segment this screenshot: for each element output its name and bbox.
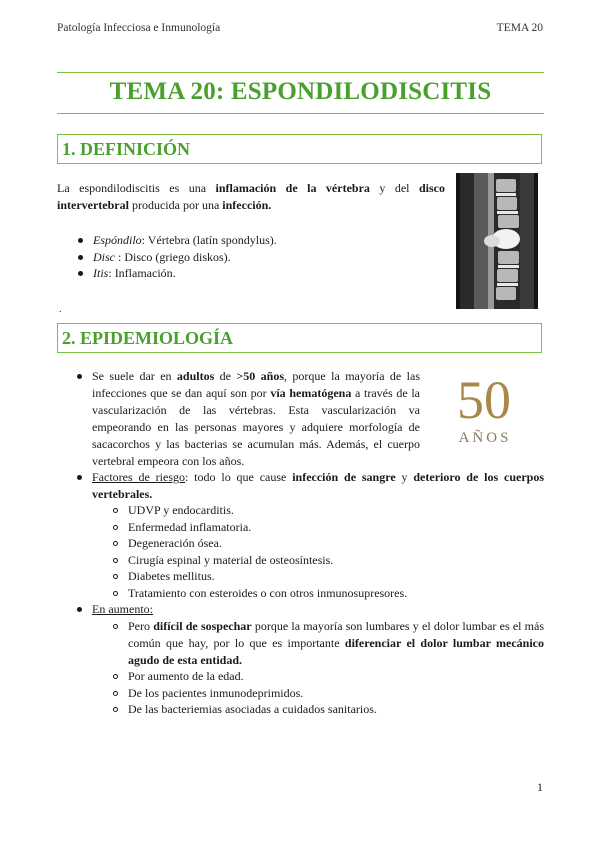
epidemiology-bullet-increase — [92, 601, 392, 618]
section-heading-definicion — [57, 134, 542, 164]
list-item — [93, 249, 433, 266]
item-text: Enfermedad inflamatoria. — [128, 519, 252, 534]
text-run: , porque la mayoría de las infecciones que se dan aquí son por — [92, 369, 420, 400]
fifty-years-graphic — [448, 368, 520, 450]
item-text: De los pacientes inmunodeprimidos. — [128, 685, 304, 700]
list-item — [128, 552, 528, 569]
text-run: porque la mayoría son lumbares y el dolor lumbar es el más común que hay, por lo que es importante — [128, 619, 545, 650]
list-item — [128, 568, 528, 585]
text-run: producida por una — [128, 198, 223, 212]
list-item — [128, 519, 528, 536]
item-text: Diabetes mellitus. — [128, 569, 215, 583]
item-text: UDVP y endocarditis. — [128, 503, 234, 517]
bold-run: diferenciar el dolor lumbar mecánico agudo de esta entidad. — [128, 636, 545, 667]
bullet-circle — [113, 558, 118, 563]
bold-run: disco intervertebral — [57, 181, 445, 212]
item-text: Por aumento de la edad. — [128, 669, 244, 683]
badge-word: AÑOS — [458, 430, 512, 446]
list-item — [128, 585, 528, 602]
sep: : — [141, 233, 148, 247]
text-run: La espondilodiscitis es una — [57, 181, 216, 195]
term: Itis — [93, 266, 109, 280]
bold-run: difícil de sospechar — [153, 619, 252, 633]
text-run: Se suele dar en — [92, 369, 177, 383]
stray-period: . — [59, 304, 62, 315]
bold-run: adultos — [176, 369, 215, 383]
bullet-circle — [113, 691, 118, 696]
page-number: 1 — [537, 780, 543, 794]
bold-run: deterioro de los cuerpos vertebrales. — [92, 470, 545, 501]
list-item — [128, 685, 544, 702]
bold-run: >50 años — [236, 369, 285, 383]
text-run: y — [395, 470, 414, 484]
bullet-circle — [113, 674, 118, 679]
underlined-label: Factores de riesgo — [92, 470, 185, 484]
epidemiology-bullet-risk — [92, 469, 544, 503]
bullet-dot — [78, 271, 83, 276]
etymology-list — [93, 232, 433, 282]
page-title: TEMA 20: ESPONDILODISCITIS — [109, 78, 492, 105]
term: Disc — [93, 249, 115, 264]
increase-item-first — [128, 618, 544, 669]
bullet-circle — [113, 624, 118, 629]
item-text: De las bacteriemias asociadas a cuidados sanitarios. — [128, 702, 377, 716]
bullet-dot — [78, 238, 83, 243]
bullet-dot — [77, 374, 82, 379]
section-heading-text: 1. DEFINICIÓN — [62, 138, 191, 159]
text-run: Pero — [128, 619, 154, 633]
section-heading-epidemiologia — [57, 323, 542, 353]
sep: : — [115, 249, 125, 264]
bullet-circle — [113, 574, 118, 579]
spine-mri-image — [456, 173, 538, 309]
bullet-circle — [113, 541, 118, 546]
list-item — [128, 668, 544, 685]
bullet-circle — [113, 591, 118, 596]
bold-run: vía hematógena — [270, 386, 352, 400]
bullet-circle — [113, 508, 118, 513]
bold-run: inflamación de la vértebra — [215, 181, 370, 195]
bullet-circle — [113, 707, 118, 712]
section-heading-text: 2. EPIDEMIOLOGÍA — [62, 327, 234, 348]
text-run: a través de la vascularización de las vértebras. Esta vascularización va empeorando en las personas mayores y adquiere morfología de sacacorchos y las bacterias se acumulan más. Además, el cuerpo vertebral empeora con los años. — [92, 386, 420, 468]
item-text: Degeneración ósea. — [128, 536, 222, 550]
list-item — [128, 502, 528, 519]
definition: Inflamación. — [114, 266, 176, 280]
text-run: de — [214, 369, 237, 383]
bullet-circle — [113, 525, 118, 530]
badge-number: 50 — [457, 370, 511, 430]
list-item — [128, 701, 544, 718]
definition: Vértebra (latín spondylus). — [147, 233, 277, 247]
list-item — [93, 265, 433, 282]
term: Espóndilo — [93, 233, 142, 247]
sep: : — [108, 266, 115, 280]
running-header-topic: TEMA 20 — [496, 22, 543, 34]
text-run: : todo lo que cause — [185, 470, 293, 484]
increase-list — [128, 668, 544, 718]
definition: Disco (griego diskos). — [124, 249, 231, 264]
bold-run: infección. — [222, 198, 272, 212]
bullet-dot — [77, 607, 82, 612]
title-rule-bottom — [57, 113, 544, 114]
bullet-dot — [78, 255, 83, 260]
text-run: y del — [369, 181, 419, 195]
list-item — [128, 535, 528, 552]
list-item — [93, 232, 433, 249]
epidemiology-bullet-age — [92, 368, 420, 470]
definition-paragraph — [57, 180, 445, 214]
bold-run: infección de sangre — [292, 470, 396, 484]
title-rule-top — [57, 72, 544, 73]
item-text: Tratamiento con esteroides o con otros inmunosupresores. — [128, 585, 408, 600]
underlined-label: En aumento: — [92, 602, 153, 616]
item-text: Cirugía espinal y material de osteosíntesis. — [128, 552, 334, 567]
risk-factor-list — [128, 502, 528, 601]
running-header-subject: Patología Infecciosa e Inmunología — [57, 22, 221, 34]
fifty-years-badge — [448, 368, 520, 450]
mri-graphic — [456, 173, 538, 309]
bullet-dot — [77, 475, 82, 480]
